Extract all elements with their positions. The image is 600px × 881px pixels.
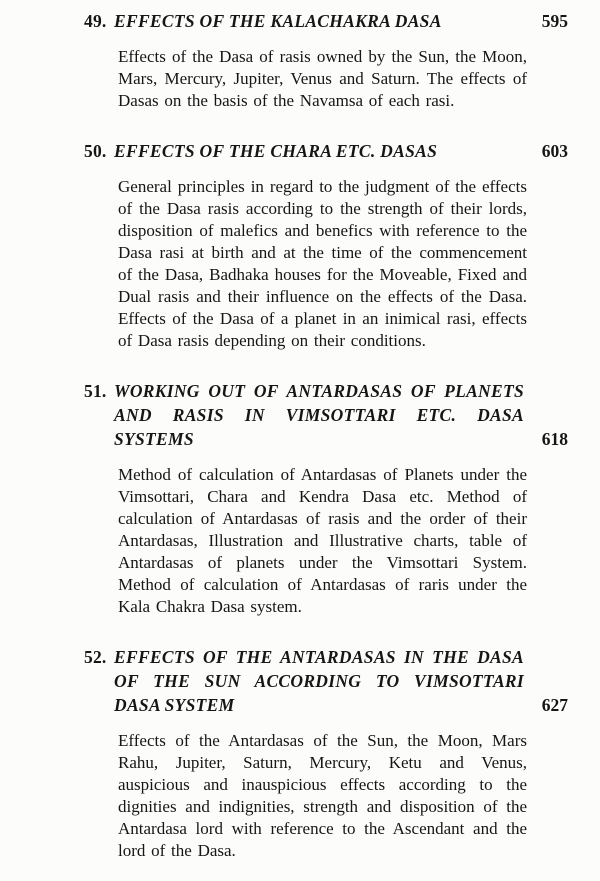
entry-number: 51. — [84, 381, 107, 401]
toc-entry — [84, 9, 568, 112]
entry-page-number: 603 — [541, 141, 568, 161]
toc-entry-heading — [84, 139, 568, 163]
toc-entry — [84, 379, 568, 618]
toc-entry-heading — [84, 9, 568, 33]
toc-entry — [84, 645, 568, 862]
toc-entry-heading — [84, 645, 568, 717]
entry-page-number: 627 — [541, 695, 568, 715]
entry-page-number: 618 — [541, 429, 568, 449]
entry-number: 50. — [84, 141, 107, 161]
entry-title: EFFECTS OF THE CHARA ETC. DASAS — [114, 141, 438, 161]
entry-number: 52. — [84, 647, 107, 667]
entry-description: Effects of the Dasa of rasis owned by the Sun, the Moon, Mars, Mercury, Jupiter, Venus and Saturn. The effects of Dasas on the basis of the Navamsa of each rasi. — [118, 47, 527, 110]
entry-number: 49. — [84, 11, 107, 31]
entry-description: Method of calculation of Antardasas of Planets under the Vimsottari, Chara and Kendra Dasa etc. Method of calculation of Antardasas of rasis and the order of their Antardasas, Illustration and Illustrative charts, table of Antardasas of planets under the Vimsottari System. Method of calculation of Antardasas of raris under the Kala Chakra Dasa system. — [118, 465, 527, 616]
entry-description: Effects of the Antardasas of the Sun, the Moon, Mars Rahu, Jupiter, Saturn, Mercury, Ketu and Venus, auspicious and inauspicious effects according to the dignities and indignities, strength and disposition of the Antardasa lord with reference to the Ascendant and the lord of the Dasa. — [118, 731, 527, 860]
entry-title: EFFECTS OF THE KALACHAKRA DASA — [114, 11, 442, 31]
toc-entry — [84, 139, 568, 352]
entry-page-number: 595 — [541, 11, 568, 31]
toc-entry-heading — [84, 379, 568, 451]
entry-title: EFFECTS OF THE ANTARDASAS IN THE DASA OF THE SUN ACCORDING TO VIMSOTTARI DASA SYSTEM — [114, 647, 524, 715]
entry-description: General principles in regard to the judgment of the effects of the Dasa rasis according to the strength of their lords, disposition of malefics and benefics with reference to the Dasa rasi at birth and at the time of the commencement of the Dasa, Badhaka houses for the Moveable, Fixed and Dual rasis and their influence on the effects of the Dasa. Effects of the Dasa of a planet in an inimical rasi, effects of Dasa rasis depending on their conditions. — [118, 177, 527, 350]
entry-title: WORKING OUT OF ANTARDASAS OF PLANETS AND RASIS IN VIMSOTTARI ETC. DASA SYSTEMS — [114, 381, 524, 449]
